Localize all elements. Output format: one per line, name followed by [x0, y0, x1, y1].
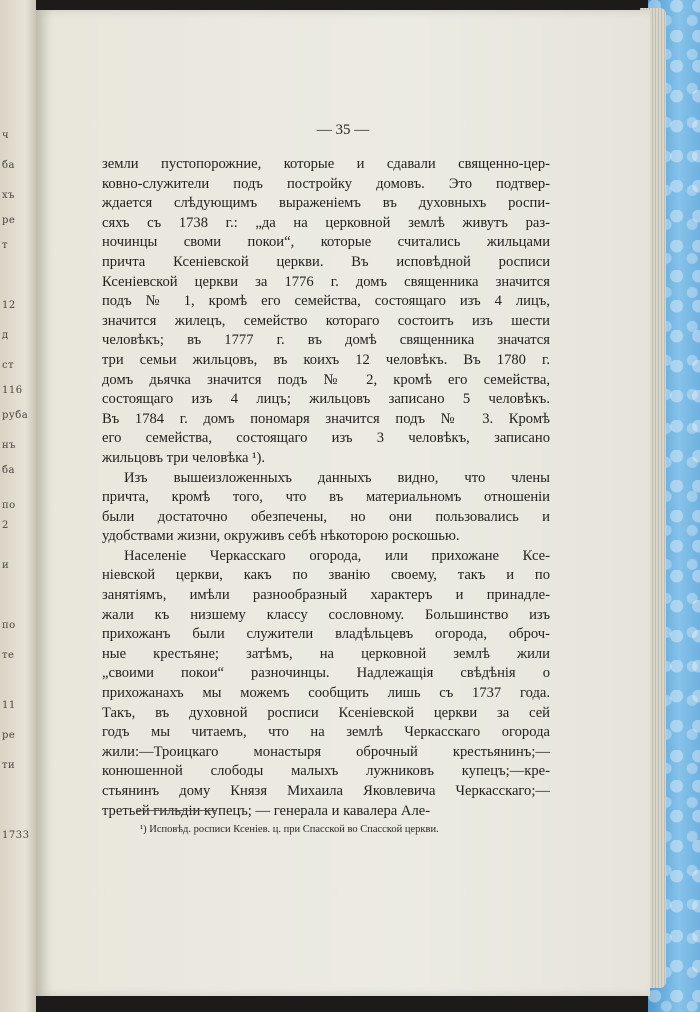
text-line: Такъ, въ духовной росписи Ксеніевской церкви за сей [102, 704, 550, 721]
text-line: жали къ низшему классу сословному. Большинство изъ [102, 606, 550, 623]
left-page-edge [0, 0, 36, 1012]
text-line: Въ 1784 г. домъ пономаря значится подъ № 3. Кромѣ [102, 410, 550, 427]
text-line: земли пустопорожние, которые и сдавали священно-цер- [102, 156, 550, 172]
text-line: были достаточно обезпечены, но они пользовались и [102, 508, 550, 525]
left-page-fragment: 11 [2, 700, 16, 711]
text-line: три семьи жильцовъ, въ коихъ 12 человѣкъ. Въ 1780 г. [102, 351, 550, 368]
text-line: подъ № 1, кромѣ его семейства, состоящаго изъ 4 лицъ, [102, 293, 550, 310]
text-line: прихожанъ были служители владѣльцевъ огорода, оброч- [102, 626, 550, 643]
text-line: Изъ вышеизложенныхъ данныхъ видно, что члены [124, 469, 550, 486]
page-number: — 35 — [316, 122, 370, 138]
text-line: человѣкъ; въ 1777 г. въ домѣ священника значатся [102, 332, 550, 349]
text-line: Населеніе Черкасскаго огорода, или прихожане Ксе- [124, 547, 550, 564]
left-page-fragment: нъ [2, 440, 17, 451]
text-line: ночинцы своми покои“, которые считались жильцами [102, 234, 550, 251]
footnote-divider [136, 810, 216, 811]
body-text [102, 155, 550, 821]
text-line: его семейства, состоящаго изъ 3 человѣкъ, записано [102, 430, 550, 447]
text-line: домъ дьячка значится подъ № 2, кромѣ его семейства, [102, 371, 550, 388]
text-line: третьей гильдіи купецъ; — генерала и кавалера Але- [102, 802, 431, 819]
text-line: ковно-служители подъ постройку домовъ. Это подтвер- [102, 175, 550, 192]
text-line: жильцовъ три человѣка ¹). [102, 449, 266, 466]
text-line: годъ мы читаемъ, что на землѣ Черкасскаго огорода [102, 724, 550, 741]
text-line: ніевской церкви, какъ по званію своему, такъ и по [102, 567, 550, 584]
left-page-fragment: ба [2, 465, 15, 476]
text-line: стьянинъ дому Князя Михаила Яковлевича Черкасскаго;— [102, 783, 550, 799]
left-page-fragment: т [2, 240, 9, 251]
left-page-fragment: ре [2, 730, 16, 741]
left-page-fragment: ба [2, 160, 15, 171]
text-line: ные крестьяне; затѣмъ, на церковной землѣ жили [102, 645, 550, 662]
text-line: „своими покои“ разночинцы. Надлежащія свѣдѣнія о [102, 665, 550, 682]
left-page-fragment: 116 [2, 385, 23, 396]
left-page-fragment: ст [2, 360, 15, 371]
text-line: Ксеніевской церкви за 1776 г. домъ священника значится [102, 273, 550, 290]
left-page-fragment: 1733 [2, 830, 30, 841]
text-line: сяхъ съ 1738 г.: „да на церковной землѣ живутъ раз- [102, 214, 550, 231]
left-page-fragment: по [2, 500, 16, 511]
left-page-fragment: ти [2, 760, 16, 771]
text-line: удобствами жизни, окруживъ себѣ нѣкоторою роскошью. [102, 528, 460, 545]
left-page-fragment: д [2, 330, 9, 341]
left-page-fragment: руба [2, 410, 29, 421]
footnote: ¹) Исповѣд. росписи Ксеніев. ц. при Спасской во Спасской церкви. [140, 824, 439, 835]
text-line: конюшенной слободы малыхъ лужниковъ купецъ;—кре- [102, 763, 550, 780]
text-line: причта Ксеніевской церкви. Въ исповѣдной росписи [102, 253, 550, 270]
text-line: значится жилецъ, семейство котораго состоитъ изъ шести [102, 312, 550, 329]
text-line: состоящаго изъ 4 лицъ; жильцовъ записано 5 человѣкъ. [102, 391, 550, 408]
left-page-fragment: те [2, 650, 15, 661]
text-line: прихожанахъ мы можемъ сообщить лишь съ 1737 года. [102, 685, 550, 702]
left-page-fragment: по [2, 620, 16, 631]
book-page [36, 10, 650, 996]
text-line: жили:—Троицкаго монастыря оброчный крестьянинъ;— [102, 743, 550, 760]
text-line: занятіямъ, имѣли разнообразный характеръ и принадле- [102, 587, 550, 604]
left-page-fragment: 2 [2, 520, 9, 531]
left-page-fragment: ре [2, 215, 16, 226]
text-line: ждается слѣдующимъ выраженіемъ въ духовныхъ роспи- [102, 195, 550, 212]
left-page-fragment: хъ [2, 190, 16, 201]
text-line: причта, кромѣ того, что въ материальномъ отношеніи [102, 489, 550, 506]
left-page-fragment: и [2, 560, 10, 571]
left-page-fragment: ч [2, 130, 10, 141]
left-page-fragment: 12 [2, 300, 16, 311]
